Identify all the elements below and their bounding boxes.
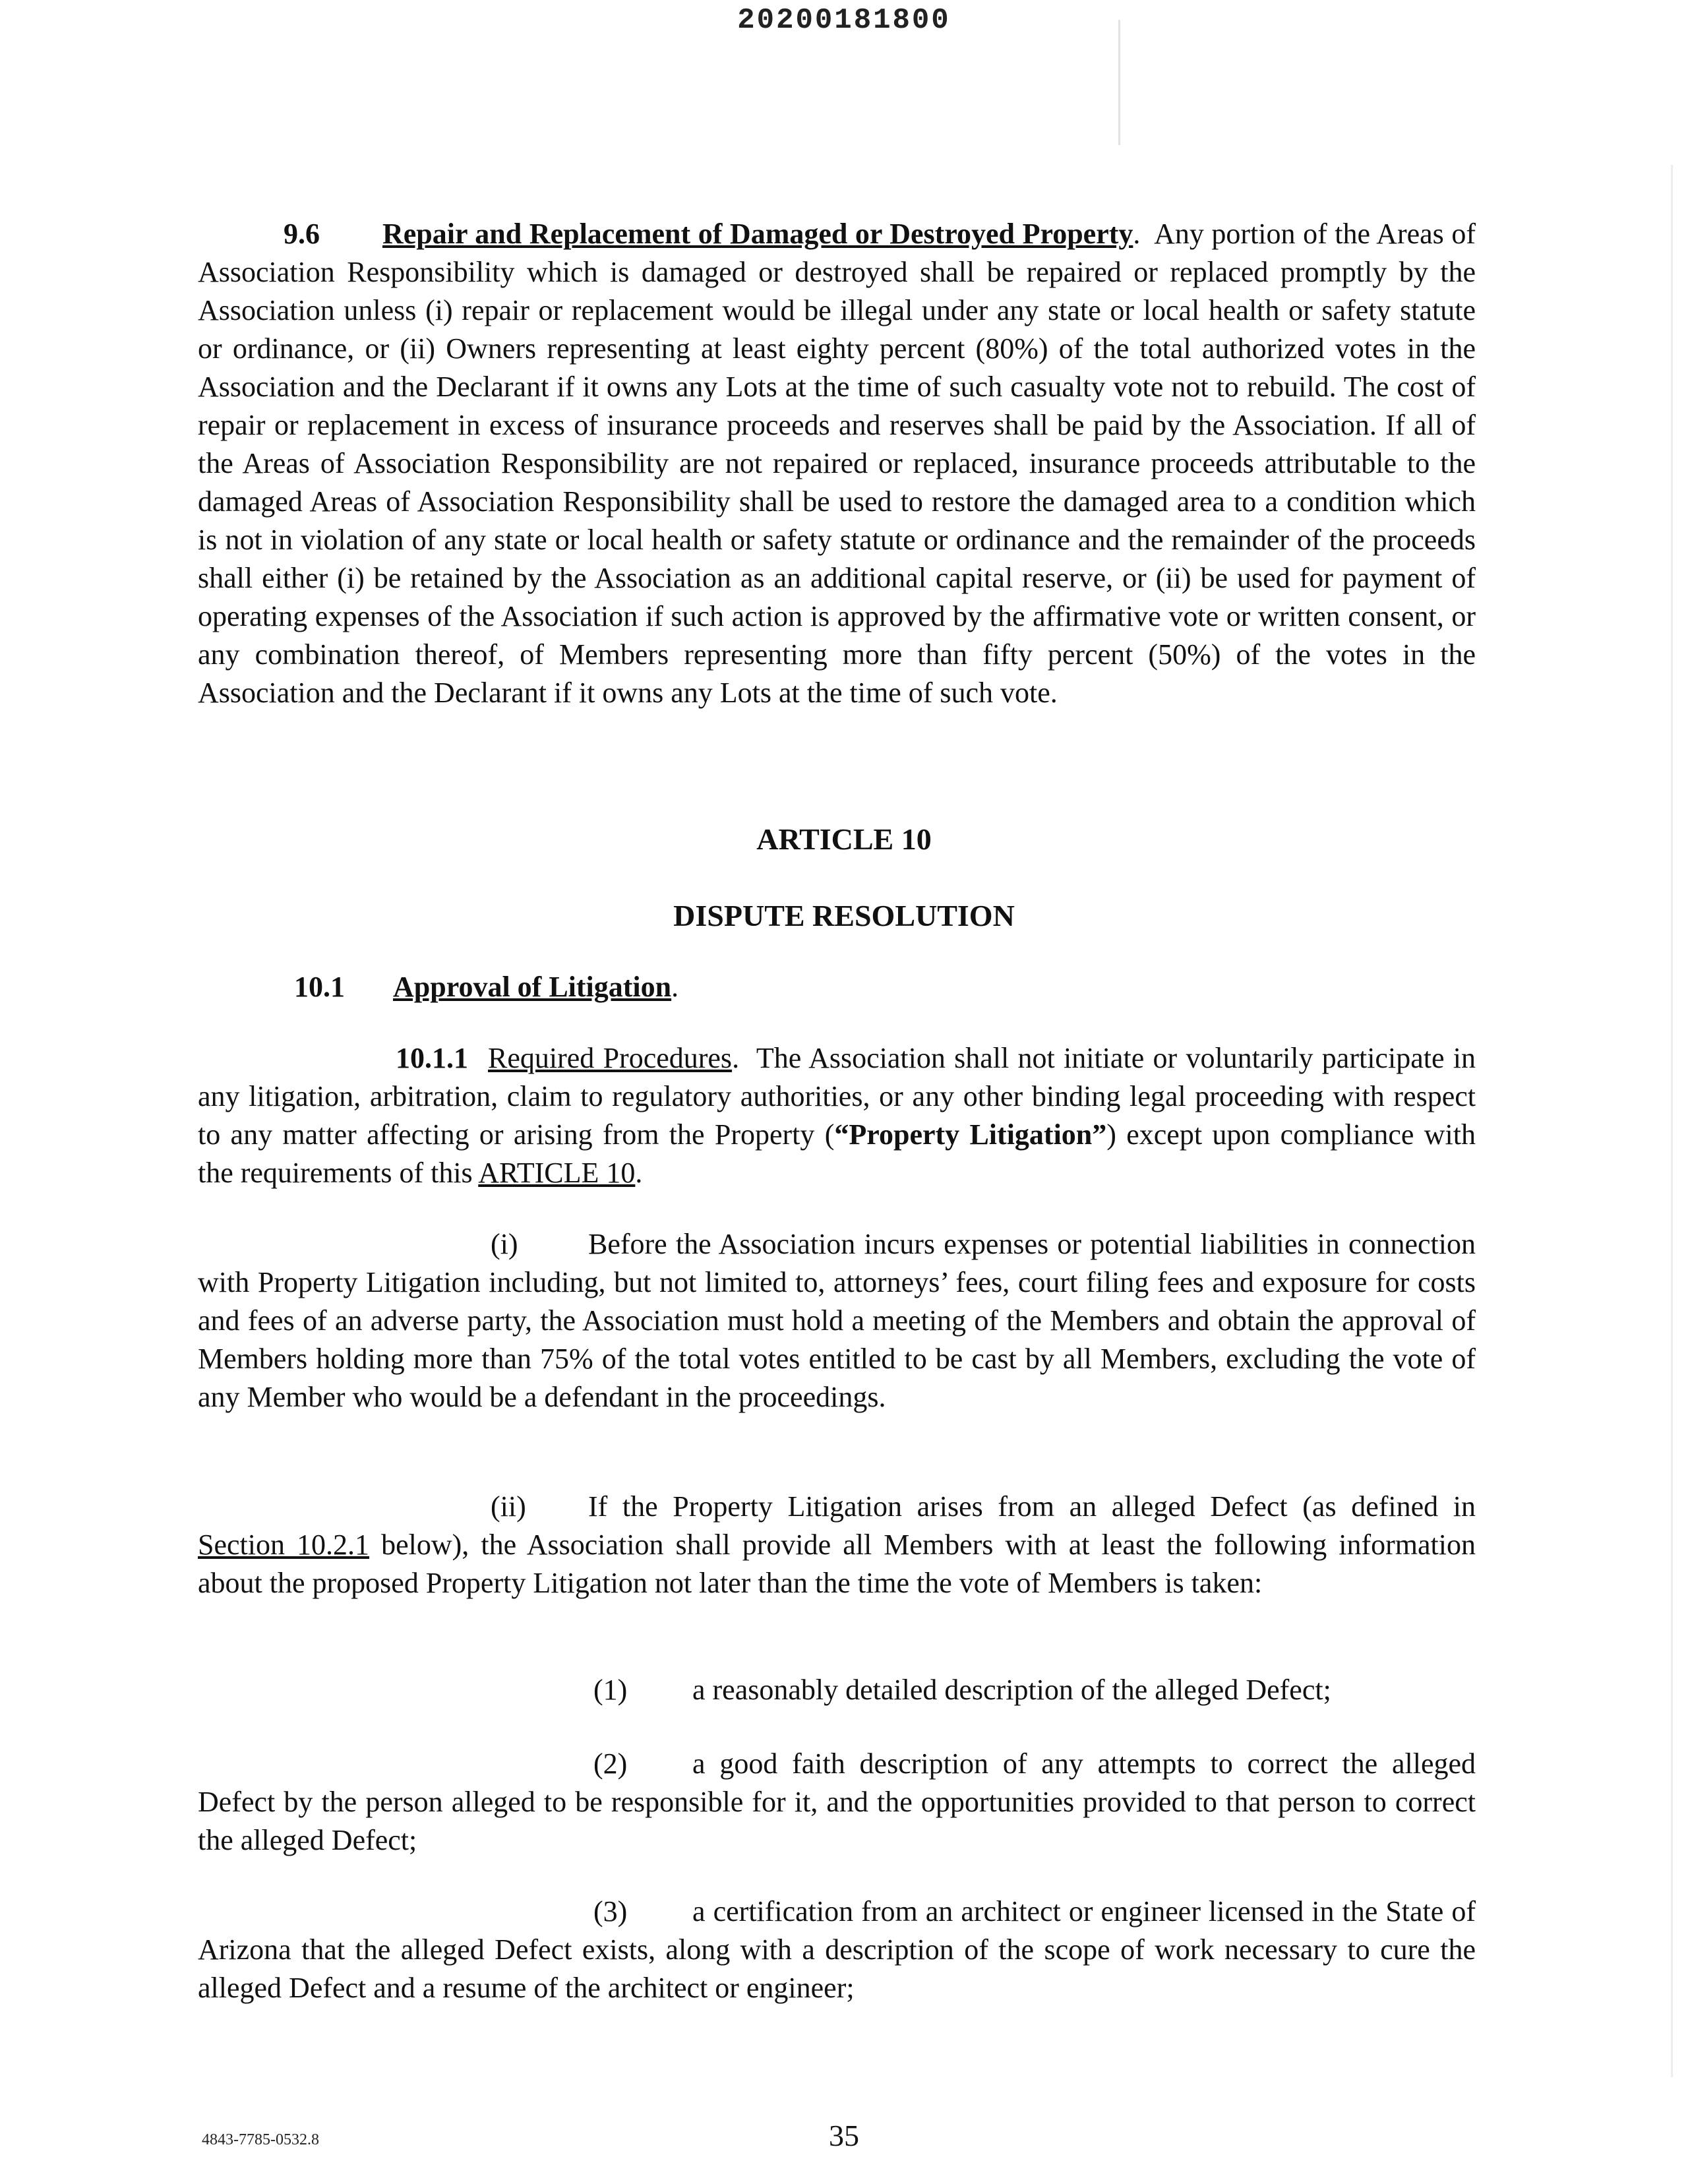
sub-item-label: (2) [593,1747,628,1780]
sub-item-label: (1) [593,1674,628,1706]
subsection-body: The Association shall not initiate or voluntarily participate in any litigation, arbitration, claim to regulatory authorities, or any other binding legal proceeding with respect to any matter affecting or arising from the Property ( [198,1042,1476,1151]
section-heading: Repair and Replacement of Damaged or Destroyed Property [382,218,1133,250]
section-reference: Section 10.2.1 [198,1529,370,1561]
sub-item-text: a certification from an architect or engineer licensed in the State of Arizona that the alleged Defect exists, along with a description of the scope of work necessary to cure the alleged Defect and a resume of the architect or engineer; [198,1895,1476,2004]
section-9-6 [198,215,1476,712]
subsection-number: 10.1.1 [396,1042,468,1074]
subsection-body-cont: ) except upon compliance with the requirements of this [198,1118,1476,1189]
section-heading: Approval of Litigation [393,971,672,1003]
sub-item-text: a reasonably detailed description of the alleged Defect; [692,1674,1331,1706]
section-10-1 [198,968,1476,1006]
defined-term: “Property Litigation” [834,1118,1107,1151]
item-text: Before the Association incurs expenses or potential liabilities in connection with Property Litigation including, but not limited to, attorneys’ fees, court filing fees and exposure for costs and fees of an adverse party, the Association must hold a meeting of the Members and obtain the approval of Members holding more than 75% of the total votes entitled to be cast by all Members, excluding the vote of any Member who would be a defendant in the proceedings. [198,1228,1476,1413]
subsection-body-end: . [635,1157,643,1189]
page-number: 35 [829,2119,859,2152]
sub-item-text: a good faith description of any attempts to correct the alleged Defect by the person alleged to be responsible for it, and the opportunities provided to that person to correct the alleged Defect; [198,1747,1476,1856]
sub-item-2 [198,1745,1476,1860]
item-text: If the Property Litigation arises from an alleged Defect (as defined in [588,1490,1476,1523]
item-label: (ii) [491,1490,526,1523]
heading-punct: . [671,971,679,1003]
sub-item-3 [198,1893,1476,2007]
scan-edge-mark [1118,20,1120,145]
document-id: 4843-7785-0532.8 [202,2131,319,2148]
section-number: 10.1 [294,971,345,1003]
item-i [198,1225,1476,1416]
article-title: ARTICLE 10 [756,822,932,856]
item-ii [198,1488,1476,1602]
heading-punct: . [732,1042,740,1074]
section-body: Any portion of the Areas of Association Responsibility which is damaged or destroyed shall be repaired or replaced promptly by the Association unless (i) repair or replacement would be illegal under any state or local health or safety statute or ordinance, or (ii) Owners representing at least eighty percent (80%) of the total authorized votes in the Association and the Declarant if it owns any Lots at the time of such casualty vote not to rebuild. The cost of repair or replacement in excess of insurance proceeds and reserves shall be paid by the Association. If all of the Areas of Association Responsibility are not repaired or replaced, insurance proceeds attributable to the damaged Areas of Association Responsibility shall be used to restore the damaged area to a condition which is not in violation of any state or local health or safety statute or ordinance and the remainder of the proceeds shall either (i) be retained by the Association as an additional capital reserve, or (ii) be used for payment of operating expenses of the Association if such action is approved by the affirmative vote or written consent, or any combination thereof, of Members representing more than fifty percent (50%) of the votes in the Association and the Declarant if it owns any Lots at the time of such vote. [198,218,1476,709]
sub-item-label: (3) [593,1895,628,1927]
subsection-heading: Required Procedures [488,1042,733,1074]
article-subtitle: DISPUTE RESOLUTION [673,899,1015,932]
scan-edge-mark [1671,165,1673,2077]
section-number: 9.6 [284,218,320,250]
item-label: (i) [491,1228,518,1260]
section-10-1-1 [198,1039,1476,1192]
sub-item-1 [198,1671,1476,1709]
recording-number: 20200181800 [737,4,951,37]
article-reference: ARTICLE 10 [478,1157,636,1189]
heading-punct: . [1133,218,1141,250]
item-text-cont: below), the Association shall provide all Members with at least the following information about the proposed Property Litigation not later than the time the vote of Members is taken: [198,1529,1476,1599]
